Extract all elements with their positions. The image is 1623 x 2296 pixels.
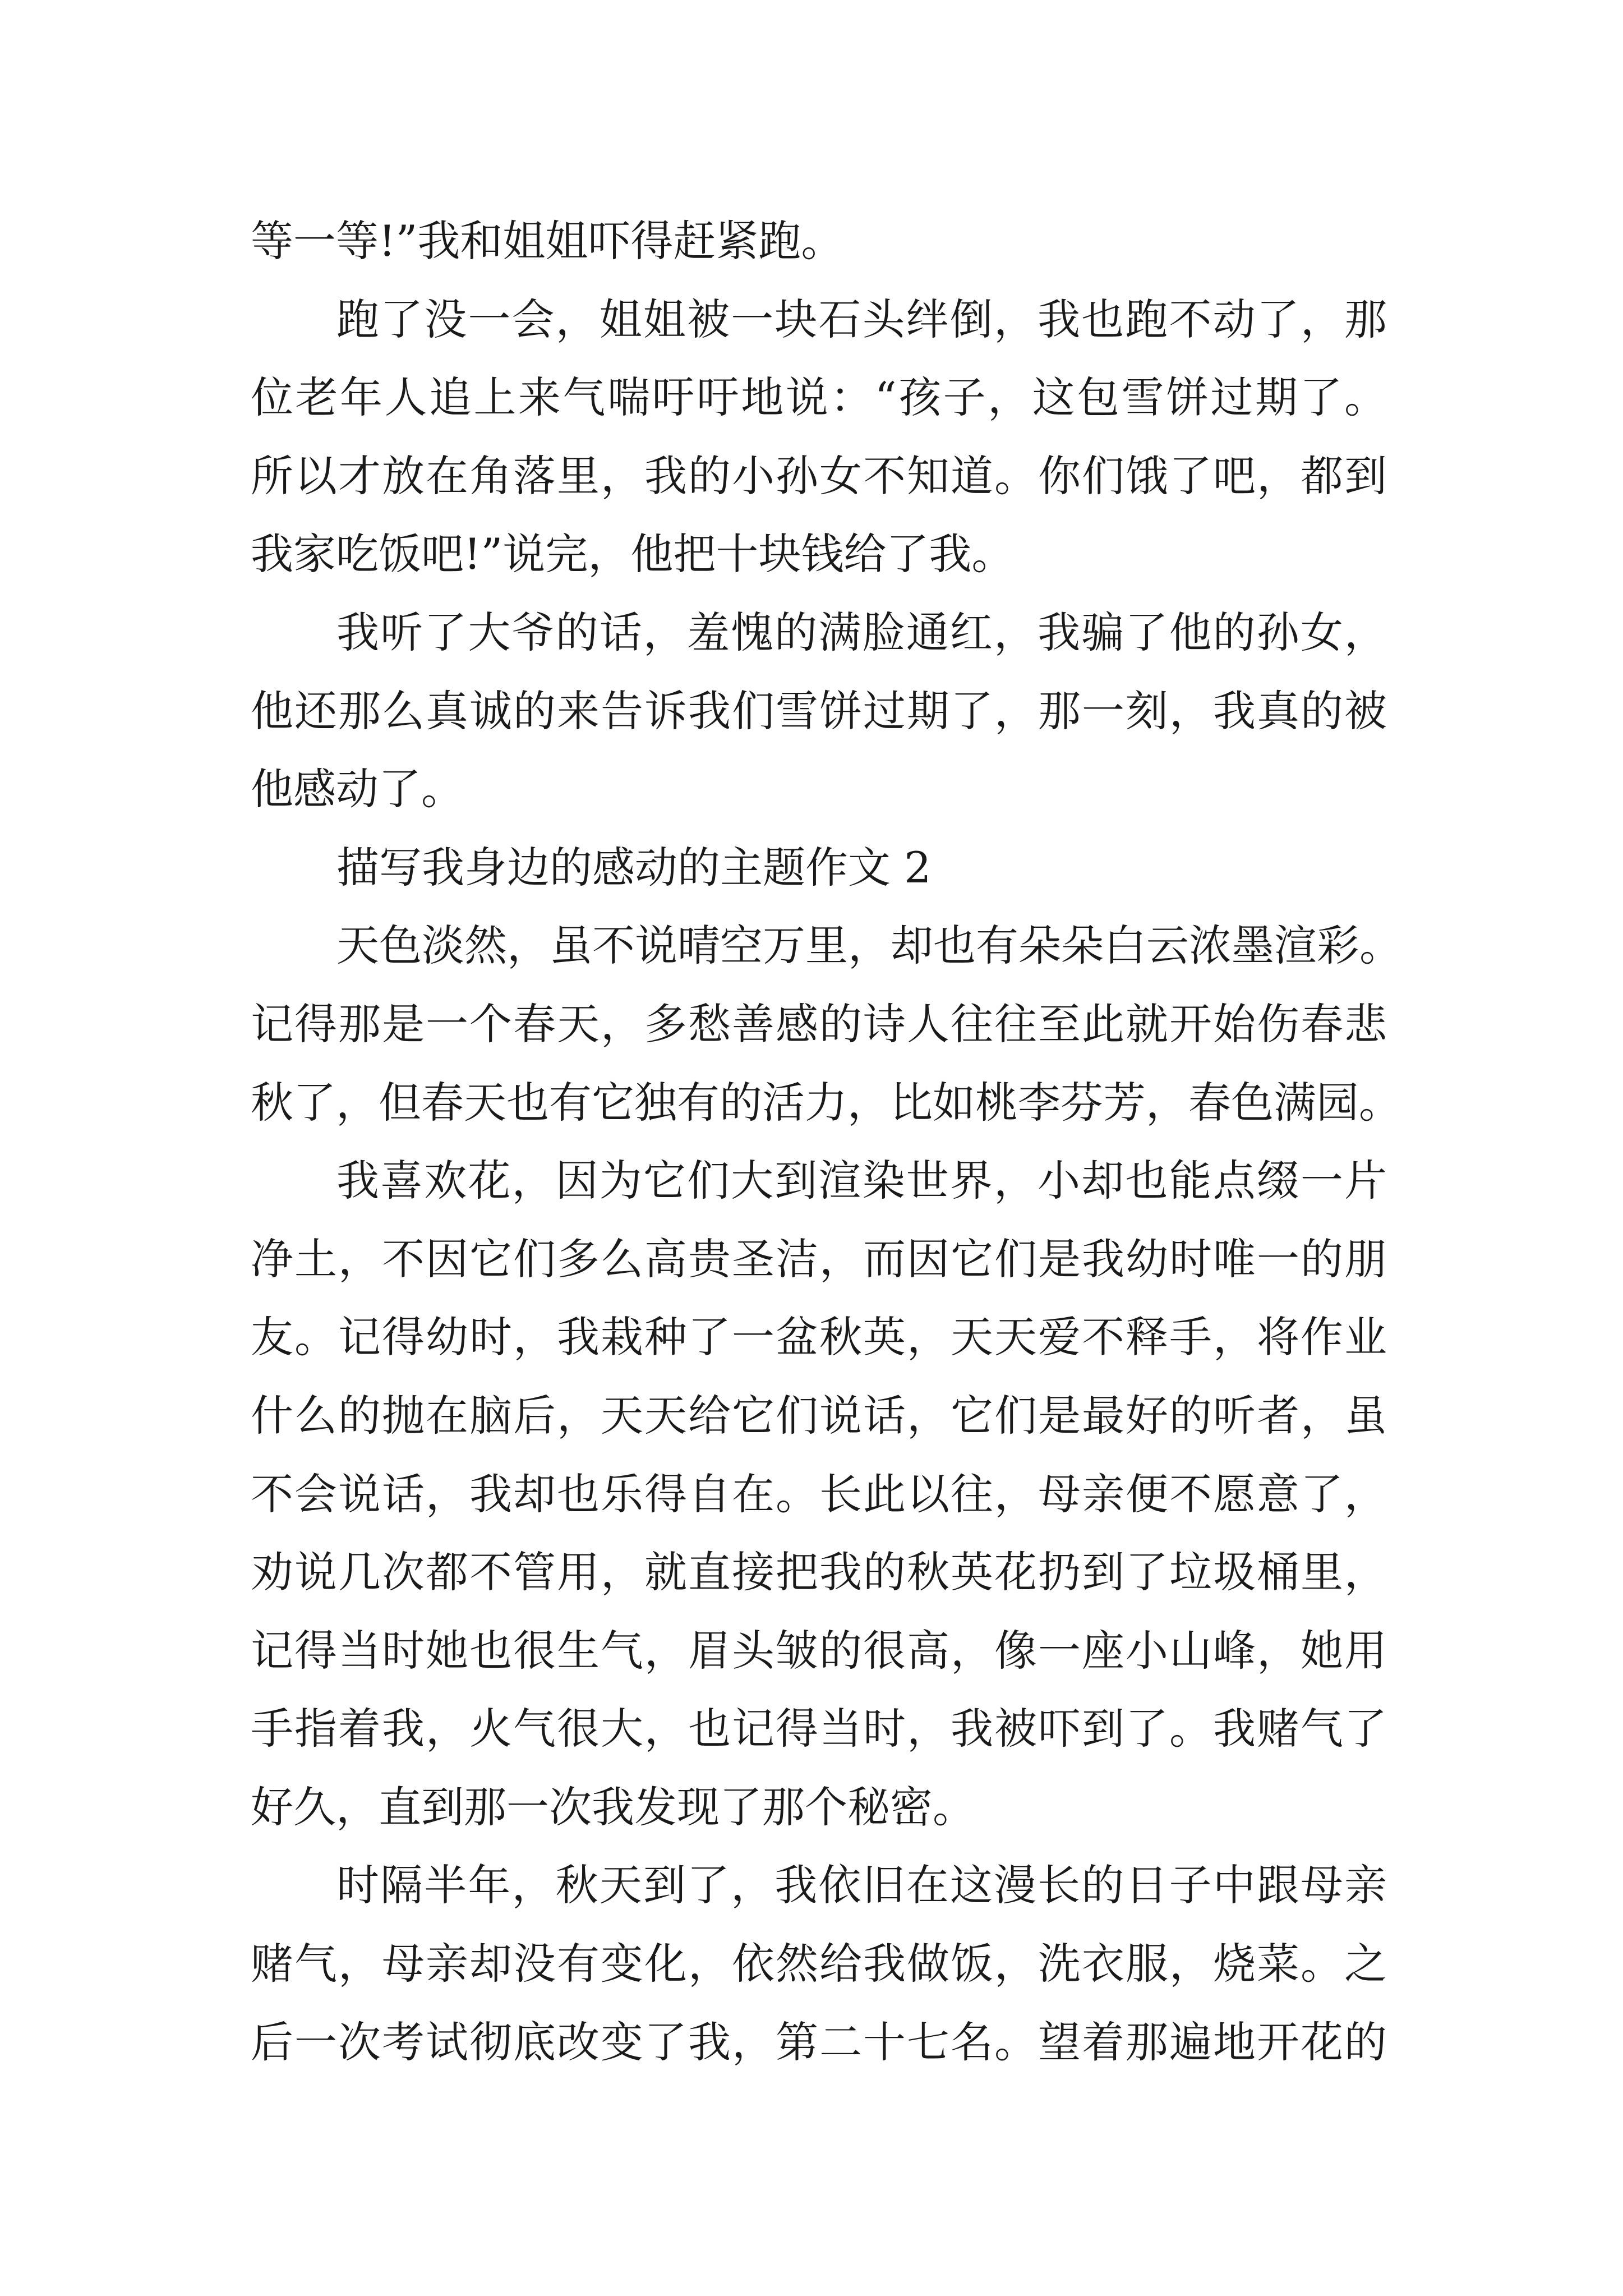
text-line: 赌气，母亲却没有变化，依然给我做饭，洗衣服，烧菜。之 — [251, 1939, 1387, 1989]
text-line: 不会说话，我却也乐得自在。长此以往，母亲便不愿意了， — [251, 1469, 1387, 1519]
text-line: 记得当时她也很生气，眉头皱的很高，像一座小山峰，她用 — [251, 1625, 1387, 1676]
text-line: 秋了，但春天也有它独有的活力，比如桃李芬芳，春色满园。 — [251, 1077, 1401, 1128]
text-line: 跑了没一会，姐姐被一块石头绊倒，我也跑不动了，那 — [336, 294, 1387, 344]
text-line: 什么的抛在脑后，天天给它们说话，它们是最好的听者，虽 — [251, 1390, 1387, 1441]
text-line: 记得那是一个春天，多愁善感的诗人往往至此就开始伤春悲 — [251, 999, 1387, 1049]
section-heading: 描写我身边的感动的主题作文 2 — [336, 842, 932, 892]
text-line: 时隔半年，秋天到了，我依旧在这漫长的日子中跟母亲 — [336, 1860, 1387, 1911]
text-line: 位老年人追上来气喘吁吁地说：“孩子，这包雪饼过期了。 — [251, 372, 1387, 423]
text-line: 净土，不因它们多么高贵圣洁，而因它们是我幼时唯一的朋 — [251, 1234, 1387, 1284]
text-line: 劝说几次都不管用，就直接把我的秋英花扔到了垃圾桶里， — [251, 1547, 1387, 1598]
text-line: 我家吃饭吧!”说完，他把十块钱给了我。 — [251, 529, 1015, 579]
text-line: 好久，直到那一次我发现了那个秘密。 — [251, 1782, 975, 1832]
text-line: 所以才放在角落里，我的小孙女不知道。你们饿了吧，都到 — [251, 450, 1387, 501]
text-line: 他还那么真诚的来告诉我们雪饼过期了，那一刻，我真的被 — [251, 685, 1387, 736]
text-line: 后一次考试彻底改变了我，第二十七名。望着那遍地开花的 — [251, 2017, 1387, 2067]
text-line: 手指着我，火气很大，也记得当时，我被吓到了。我赌气了 — [251, 1704, 1387, 1754]
text-line: 等一等!”我和姐姐吓得赶紧跑。 — [251, 216, 844, 266]
text-line: 友。记得幼时，我栽种了一盆秋英，天天爱不释手，将作业 — [251, 1312, 1387, 1363]
body-text — [251, 202, 1402, 2081]
text-line: 我听了大爷的话，羞愧的满脸通红，我骗了他的孙女， — [336, 607, 1387, 657]
text-line: 他感动了。 — [251, 764, 464, 815]
text-line: 我喜欢花，因为它们大到渲染世界，小却也能点缀一片 — [336, 1156, 1387, 1206]
text-line: 天色淡然，虽不说晴空万里，却也有朵朵白云浓墨渲彩。 — [336, 921, 1402, 971]
